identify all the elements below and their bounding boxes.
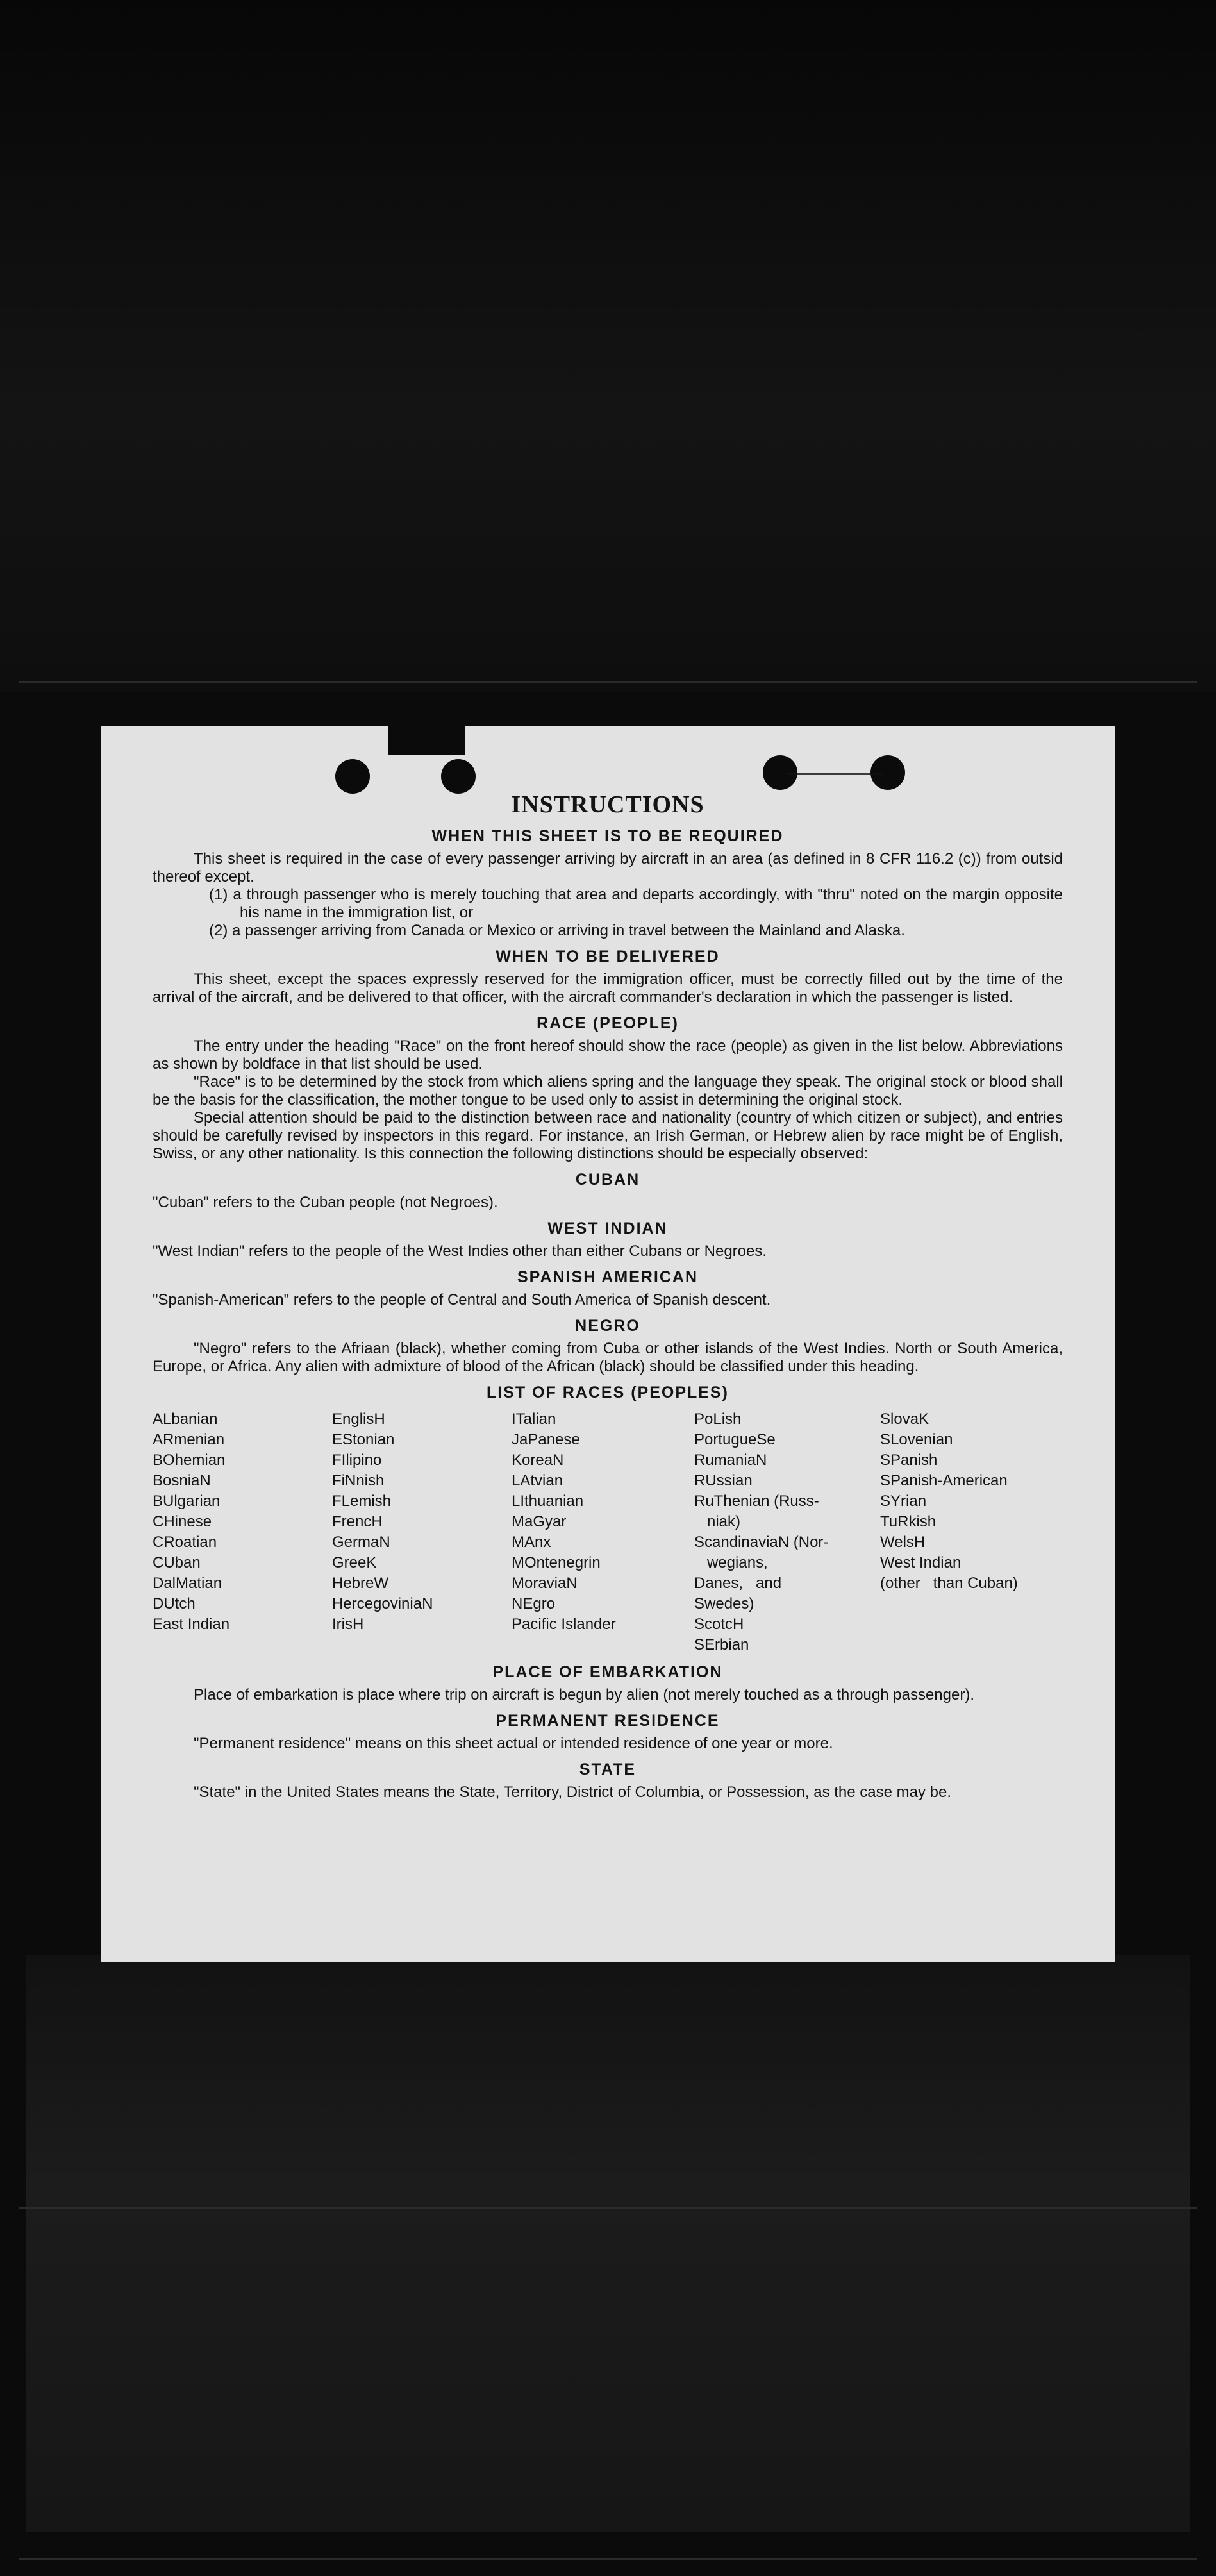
race-item: HebreW (332, 1575, 389, 1592)
paragraph-negro: "Negro" refers to the Afriaan (black), whether coming from Cuba or other islands of the West Indies. North or South America, Europe, or Africa. Any alien with admixture of blood of the African (black) should be classified under this heading. (153, 1340, 1063, 1375)
race-item: MoraviaN (512, 1575, 578, 1592)
race-item: MaGyar (512, 1513, 567, 1530)
instruction-sheet (101, 726, 1115, 1962)
punch-hole (870, 755, 905, 790)
paragraph-race-entry: The entry under the heading "Race" on the front hereof should show the race (people) as given in the list below. Abbreviations as shown by boldface in that list should be used. (153, 1037, 1063, 1073)
race-item: LAtvian (512, 1472, 563, 1489)
race-item: PoLish (694, 1410, 742, 1428)
paragraph-embarkation: Place of embarkation is place where trip on aircraft is begun by alien (not merely touched as a through passenger). (194, 1686, 974, 1703)
heading-required: WHEN THIS SHEET IS TO BE REQUIRED (431, 827, 784, 845)
race-item: RumaniaN (694, 1451, 767, 1469)
race-item: FrencH (332, 1513, 383, 1530)
paragraph-spanish-american: "Spanish-American" refers to the people of Central and South America of Spanish descent. (153, 1291, 771, 1309)
race-item: Pacific Islander (512, 1616, 616, 1633)
paragraph-race-definition: "Race" is to be determined by the stock from which aliens spring and the language they speak. The original stock or blood shall be the basis for the classification, the mother tongue to be used only to assist in determining the original stock. (153, 1073, 1063, 1108)
race-item: BUlgarian (153, 1493, 221, 1510)
race-item: CHinese (153, 1513, 212, 1530)
paragraph-permanent-residence: "Permanent residence" means on this sheet actual or intended residence of one year or more. (194, 1735, 833, 1752)
race-item: GermaN (332, 1534, 390, 1551)
paragraph-cuban: "Cuban" refers to the Cuban people (not Negroes). (153, 1194, 498, 1211)
heading-race: RACE (PEOPLE) (537, 1014, 679, 1032)
heading-list-of-races: LIST OF RACES (PEOPLES) (487, 1384, 729, 1401)
heading-state: STATE (579, 1761, 637, 1778)
paragraph-race-nationality: Special attention should be paid to the distinction between race and nationality (country of which citizen or subject), and entries should be carefully revised by inspectors in this regard. For instance, an Irish German, or Hebrew alien by race might be of English, Swiss, or any other nationality. Is this connection the following distinctions should be especially observed: (153, 1109, 1063, 1162)
race-item: RUssian (694, 1472, 753, 1489)
film-edge-line (19, 2558, 1197, 2560)
race-item: ARmenian (153, 1431, 225, 1448)
races-table (153, 1409, 1063, 1655)
race-item: BOhemian (153, 1451, 226, 1469)
heading-permanent-residence: PERMANENT RESIDENCE (496, 1712, 720, 1730)
heading-embarkation: PLACE OF EMBARKATION (492, 1663, 723, 1681)
race-item: SPanish (880, 1451, 938, 1469)
race-item: GreeK (332, 1554, 377, 1571)
film-edge-line (19, 681, 1197, 683)
heading-cuban: CUBAN (575, 1171, 640, 1189)
race-item: EnglisH (332, 1410, 385, 1428)
race-item: ScandinaviaN (Nor- wegians, Danes, and Swedes) (694, 1534, 829, 1612)
race-item: CUban (153, 1554, 201, 1571)
punch-hole (335, 759, 370, 794)
races-column (694, 1409, 880, 1655)
race-item: JaPanese (512, 1431, 580, 1448)
punch-hole (763, 755, 797, 790)
races-column (153, 1409, 332, 1655)
list-item-canada-mexico: (2) a passenger arriving from Canada or Mexico or arriving in travel between the Mainland and Alaska. (209, 922, 905, 939)
race-item: SLovenian (880, 1431, 953, 1448)
races-column (512, 1409, 694, 1655)
paragraph-west-indian: "West Indian" refers to the people of the West Indies other than either Cubans or Negroes. (153, 1242, 767, 1260)
races-column (880, 1409, 1063, 1655)
race-item: FLemish (332, 1493, 392, 1510)
heading-negro: NEGRO (575, 1317, 640, 1335)
punch-hole (441, 759, 476, 794)
race-item: DalMatian (153, 1575, 222, 1592)
race-item: DUtch (153, 1595, 196, 1612)
paragraph-state: "State" in the United States means the State, Territory, District of Columbia, or Possession, as the case may be. (194, 1784, 952, 1801)
race-item: FiNnish (332, 1472, 385, 1489)
race-item: KoreaN (512, 1451, 564, 1469)
race-item: PortugueSe (694, 1431, 776, 1448)
binder-tab (388, 726, 465, 755)
race-item: NEgro (512, 1595, 556, 1612)
race-item: West Indian (other than Cuban) (880, 1554, 1018, 1592)
race-item: RuThenian (Russ- niak) (694, 1493, 819, 1530)
film-background-bottom (26, 1955, 1190, 2532)
race-item: EStonian (332, 1431, 395, 1448)
paragraph-delivered: This sheet, except the spaces expressly reserved for the immigration officer, must be correctly filled out by the time of the arrival of the aircraft, and be delivered to that officer, with the aircraft commander's declaration in which the passenger is listed. (153, 971, 1063, 1006)
race-item: ITalian (512, 1410, 556, 1428)
film-background-top (0, 0, 1216, 692)
race-item: MOntenegrin (512, 1554, 601, 1571)
race-item: LIthuanian (512, 1493, 584, 1510)
race-item: SlovaK (880, 1410, 929, 1428)
race-item: HercegoviniaN (332, 1595, 433, 1612)
race-item: MAnx (512, 1534, 551, 1551)
race-item: TuRkish (880, 1513, 937, 1530)
paragraph-required: This sheet is required in the case of every passenger arriving by aircraft in an area (as defined in 8 CFR 116.2 (c)) from outsid thereof except. (153, 850, 1063, 885)
heading-spanish-american: SPANISH AMERICAN (517, 1268, 698, 1286)
races-column (332, 1409, 512, 1655)
film-edge-line (19, 2207, 1197, 2209)
race-item: BosniaN (153, 1472, 211, 1489)
heading-west-indian: WEST INDIAN (547, 1219, 668, 1237)
race-item: ALbanian (153, 1410, 218, 1428)
scratch-mark (787, 773, 883, 775)
race-item: CRoatian (153, 1534, 217, 1551)
race-item: IrisH (332, 1616, 364, 1633)
heading-delivered: WHEN TO BE DELIVERED (496, 948, 720, 966)
list-item-through-passenger: (1) a through passenger who is merely touching that area and departs accordingly, with "thru" noted on the margin opposite his name in the immigration list, or (209, 886, 1063, 921)
sheet-content (153, 790, 1063, 1802)
race-item: East Indian (153, 1616, 230, 1633)
race-item: WelsH (880, 1534, 926, 1551)
race-item: SErbian (694, 1636, 749, 1653)
page-title: INSTRUCTIONS (511, 791, 704, 818)
race-item: SPanish-American (880, 1472, 1008, 1489)
race-item: SYrian (880, 1493, 927, 1510)
race-item: ScotcH (694, 1616, 744, 1633)
race-item: FIlipino (332, 1451, 382, 1469)
